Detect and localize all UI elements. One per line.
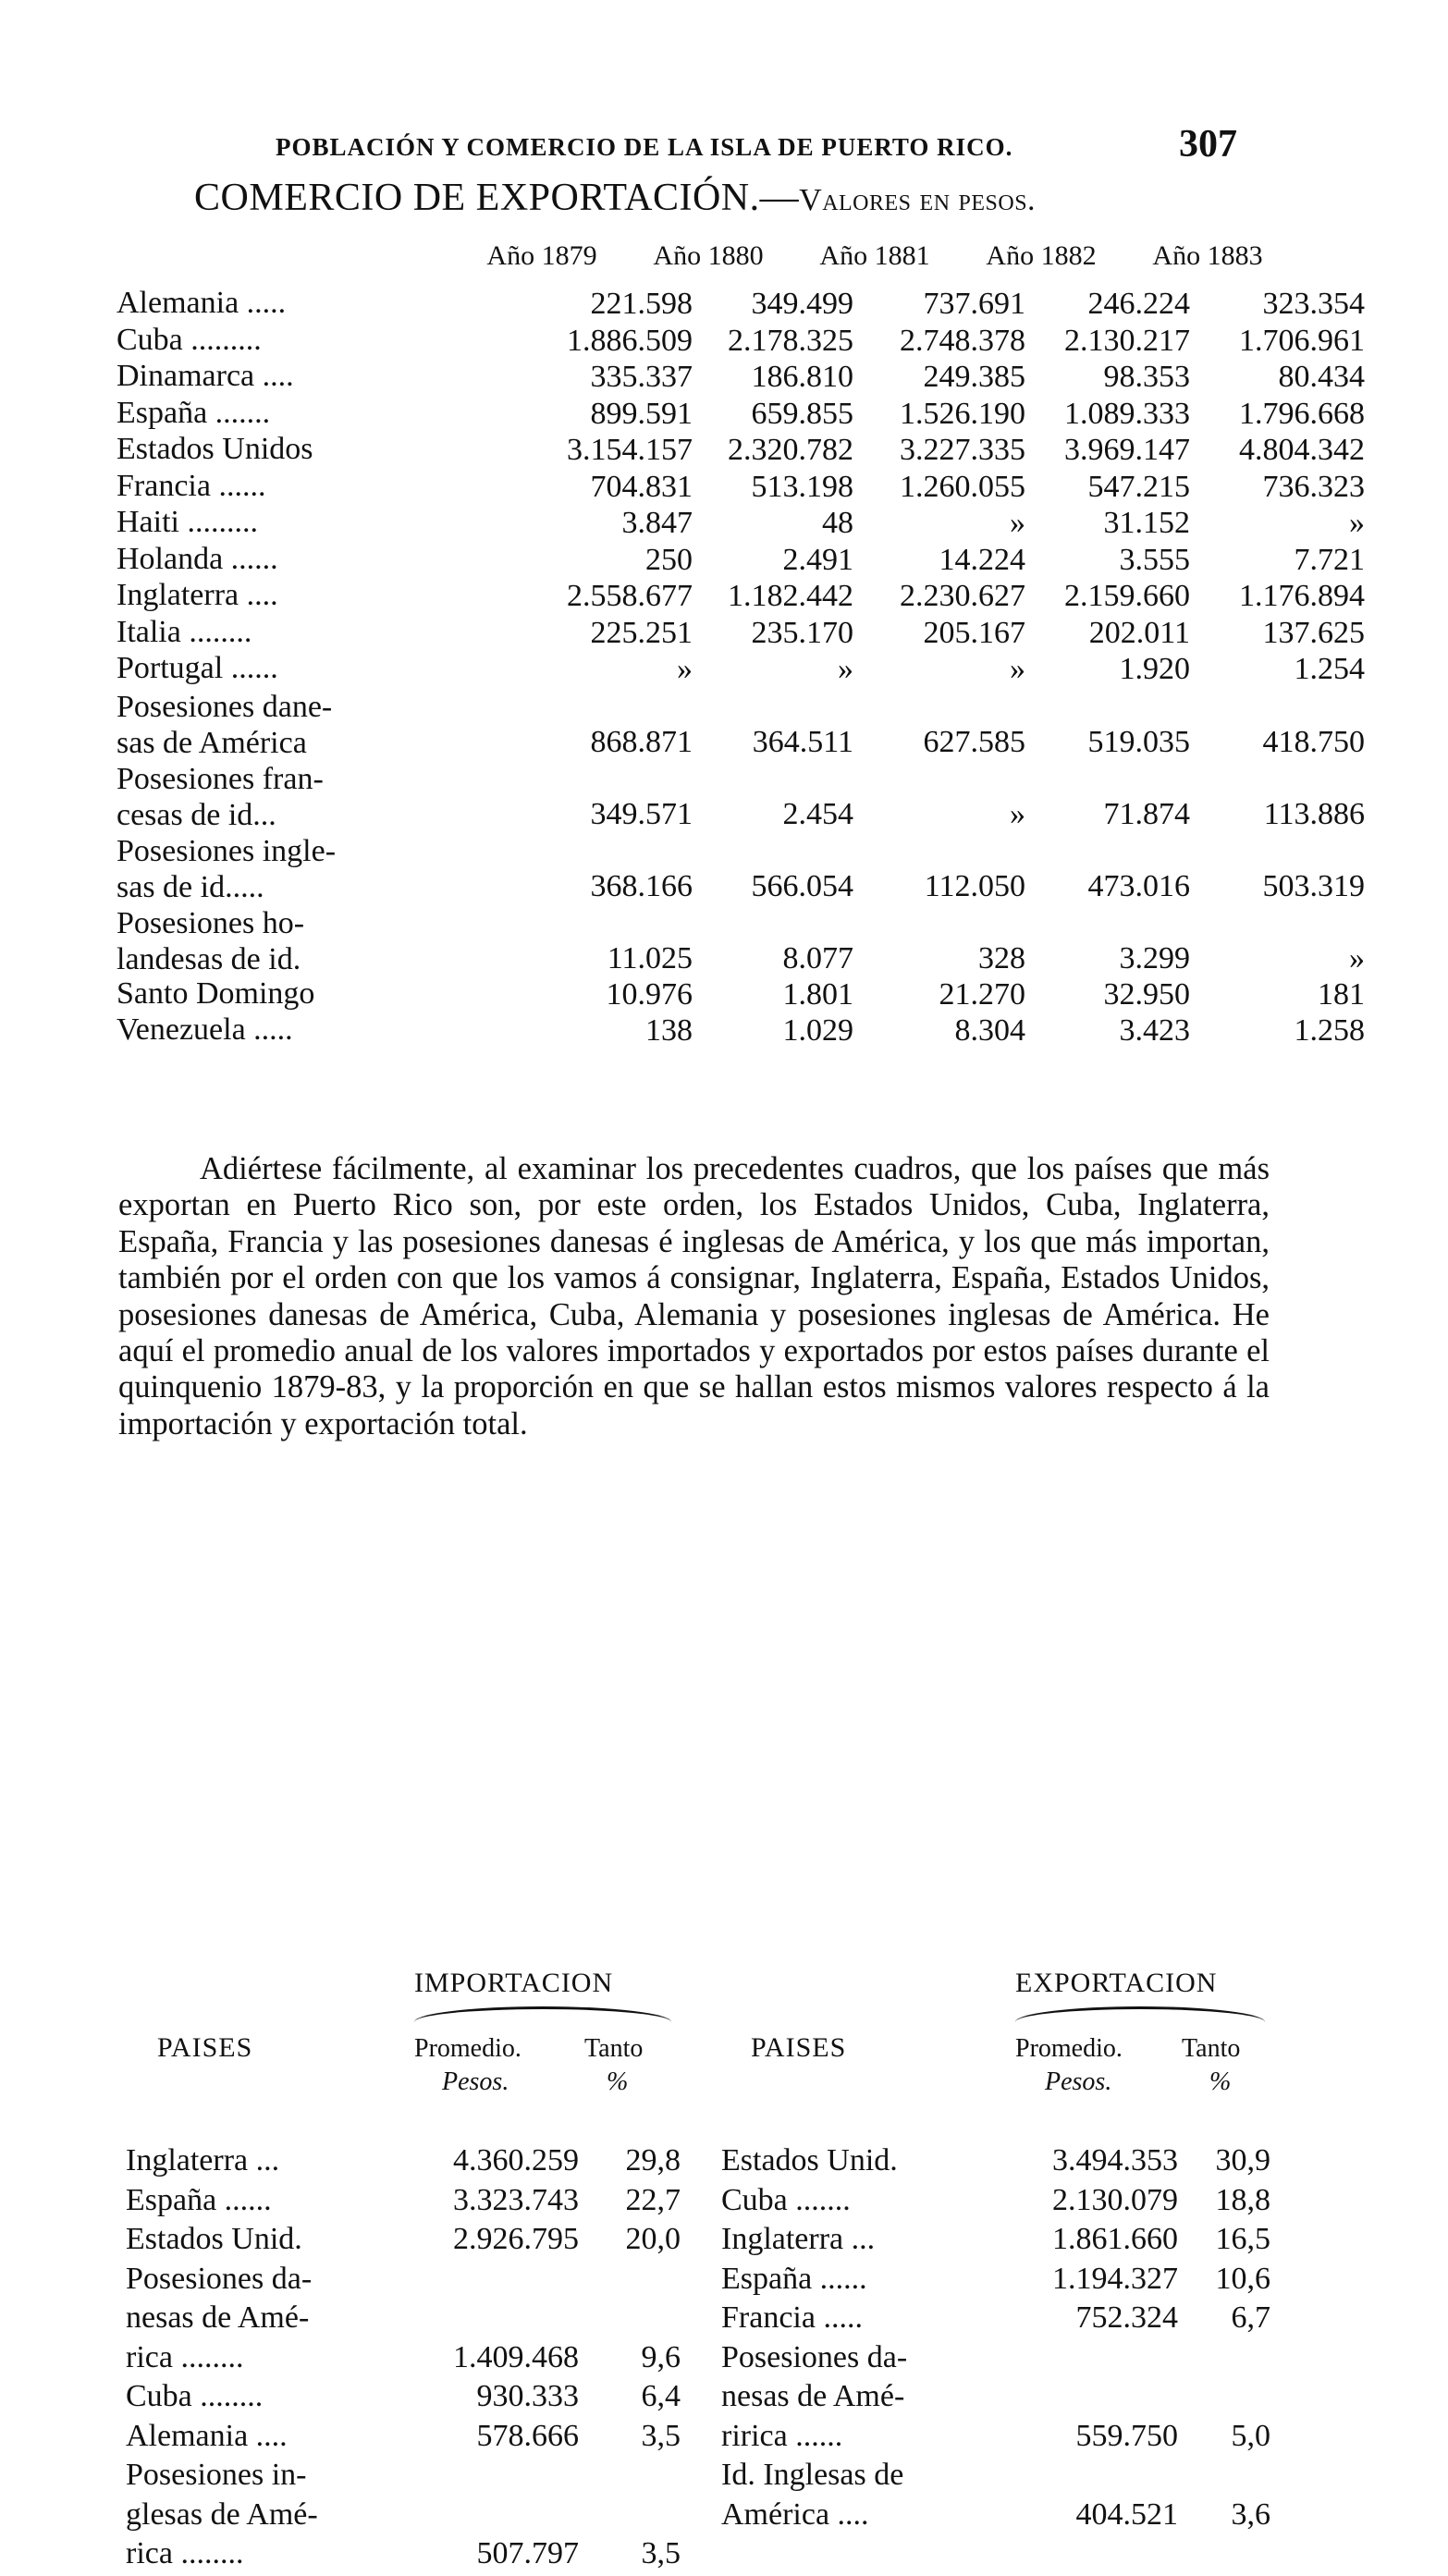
export-value-cell: » <box>677 652 693 686</box>
export-brace <box>1015 2006 1265 2022</box>
export-value-cell: 2.130.217 <box>1064 323 1190 358</box>
export-value-cell: 1.796.668 <box>1239 396 1365 431</box>
export-value-cell: 137.625 <box>1262 615 1365 650</box>
import-group-heading: IMPORTACION <box>414 1968 614 1998</box>
export-value-cell: 503.319 <box>1262 868 1365 903</box>
average-row-line <box>126 2262 681 2301</box>
export-value-cell: 3.154.157 <box>567 433 693 467</box>
export-value-cell: » <box>1010 506 1025 540</box>
export-value-cell: 8.304 <box>954 1013 1025 1048</box>
average-pesos-value: 930.333 <box>476 2379 579 2413</box>
average-percent-value: 20,0 <box>625 2222 681 2256</box>
export-value-cell: 3.227.335 <box>900 433 1025 467</box>
export-value-cell: 113.886 <box>1263 796 1365 831</box>
average-row-line <box>721 2183 1270 2223</box>
export-value-cell: 21.270 <box>939 976 1025 1012</box>
country-name: Italia ........ <box>117 614 252 649</box>
export-value-cell: 138 <box>645 1013 693 1048</box>
export-value-cell: 71.874 <box>1103 796 1190 831</box>
country-name: Alemania ..... <box>117 286 287 320</box>
export-value-cell: 1.254 <box>1294 652 1365 686</box>
export-value-cell: 1.706.961 <box>1239 323 1365 358</box>
export-value-cell: 364.511 <box>752 724 853 759</box>
average-pesos-value: 507.797 <box>476 2536 579 2570</box>
export-value-cell: 1.886.509 <box>567 323 693 358</box>
export-value-cell: » <box>838 652 853 686</box>
export-value-cell: 328 <box>978 940 1025 975</box>
country-name: Francia ...... <box>117 468 266 503</box>
average-country-name: Posesiones da- <box>126 2261 313 2296</box>
country-name-line: sas de América <box>117 725 307 760</box>
export-value-cell: 349.499 <box>751 287 853 321</box>
export-value-cell: 323.354 <box>1262 287 1365 321</box>
average-row-line <box>721 2143 1270 2183</box>
export-value-cell: 3.423 <box>1119 1013 1190 1048</box>
import-averages-list <box>126 2143 681 2576</box>
export-value-cell: 2.178.325 <box>728 323 853 358</box>
export-table-row <box>117 614 1365 653</box>
country-name: Portugal ...... <box>117 651 278 685</box>
export-value-cell: » <box>1010 796 1025 831</box>
export-value-cell: 2.558.677 <box>567 579 693 613</box>
average-percent-value: 5,0 <box>1231 2418 1270 2453</box>
export-table-row <box>117 286 1365 324</box>
import-countries-heading: PAISES <box>157 2032 253 2063</box>
export-table-header <box>117 240 1272 287</box>
export-value-cell: 418.750 <box>1262 724 1365 759</box>
export-value-cell: 473.016 <box>1087 868 1190 903</box>
country-name <box>117 761 412 833</box>
average-country-name: ririca ...... <box>721 2418 843 2453</box>
average-percent-value: 3,5 <box>641 2536 681 2570</box>
export-value-cell: 899.591 <box>590 396 693 431</box>
export-value-cell: 186.810 <box>751 360 853 394</box>
average-country-name: Francia ..... <box>721 2300 863 2335</box>
average-country-name: España ...... <box>126 2182 272 2217</box>
import-promedio-heading: Promedio. <box>414 2034 522 2063</box>
export-table-row <box>117 541 1365 580</box>
country-name: Holanda ...... <box>117 541 278 576</box>
average-row-line <box>126 2458 681 2497</box>
average-pesos-value: 3.494.353 <box>1052 2143 1178 2177</box>
column-header: Año 1880 <box>653 240 764 271</box>
export-percent-unit: % <box>1209 2067 1232 2096</box>
export-value-cell: 737.691 <box>923 287 1025 321</box>
average-row-line <box>721 2300 1270 2340</box>
export-group-heading: EXPORTACION <box>1015 1968 1218 1998</box>
export-table-row <box>117 905 1365 977</box>
average-country-name: América .... <box>721 2496 869 2532</box>
average-pesos-value: 2.926.795 <box>453 2222 579 2256</box>
export-value-cell: 8.077 <box>782 940 853 975</box>
export-value-cell: 112.050 <box>924 868 1025 903</box>
column-header: Año 1882 <box>986 240 1097 271</box>
export-promedio-heading: Promedio. <box>1015 2034 1123 2063</box>
export-table-row <box>117 578 1365 616</box>
average-row-line <box>126 2300 681 2340</box>
import-tanto-heading: Tanto <box>584 2034 644 2063</box>
export-value-cell: 704.831 <box>590 469 693 504</box>
export-value-cell: 235.170 <box>751 615 853 650</box>
average-percent-value: 3,5 <box>641 2418 681 2453</box>
average-percent-value: 22,7 <box>625 2182 681 2217</box>
import-pesos-unit: Pesos. <box>442 2067 509 2096</box>
export-table-row <box>117 505 1365 543</box>
average-percent-value: 30,9 <box>1215 2143 1270 2177</box>
average-row-line <box>721 2497 1270 2537</box>
average-country-name: España ...... <box>721 2261 867 2296</box>
average-pesos-value: 2.130.079 <box>1052 2182 1178 2217</box>
average-pesos-value: 3.323.743 <box>453 2182 579 2217</box>
export-value-cell: 1.029 <box>782 1013 853 1048</box>
export-value-cell: 221.598 <box>590 287 693 321</box>
export-value-cell: 32.950 <box>1103 976 1190 1012</box>
export-value-cell: 3.847 <box>621 506 693 540</box>
country-name: Estados Unidos <box>117 432 313 466</box>
export-value-cell: 7.721 <box>1294 542 1365 577</box>
export-table-row <box>117 833 1365 905</box>
export-table-row <box>117 1012 1365 1050</box>
average-percent-value: 6,7 <box>1231 2300 1270 2335</box>
average-country-name: Id. Inglesas de <box>721 2458 904 2492</box>
export-table-row <box>117 322 1365 361</box>
export-table-row <box>117 395 1365 434</box>
column-header: Año 1883 <box>1152 240 1263 271</box>
commentary-paragraph: Adiértese fácilmente, al examinar los precedentes cuadros, que los países que más exportan en Puerto Rico son, por este orden, los Estados Unidos, Cuba, Inglaterra, España, Francia y las posesiones danesas é inglesas de América, y los que más importan, también por el orden con que los vamos á consignar, Inglaterra, España, Estados Unidos, posesiones danesas de América, Cuba, Alemania y posesiones inglesas de América. He aquí el promedio anual de los valores importados y exportados por estos países durante el quinquenio 1879-83, y la proporción en que se hallan estos mismos valores respecto á la importación y exportación total. <box>118 1151 1270 1441</box>
export-table-row <box>117 432 1365 470</box>
export-value-cell: 1.920 <box>1119 652 1190 686</box>
export-value-cell: 659.855 <box>751 396 853 431</box>
average-row-line <box>126 2143 681 2183</box>
country-name-line: Posesiones ho- <box>117 905 305 940</box>
export-value-cell: 98.353 <box>1103 360 1190 394</box>
export-pesos-unit: Pesos. <box>1045 2067 1112 2096</box>
export-value-cell: 519.035 <box>1087 724 1190 759</box>
country-name: Santo Domingo <box>117 975 315 1011</box>
average-country-name: Estados Unid. <box>721 2143 898 2177</box>
average-row-line <box>721 2458 1270 2497</box>
export-value-cell: 349.571 <box>590 796 693 831</box>
export-value-cell: 11.025 <box>607 940 693 975</box>
average-percent-value: 29,8 <box>625 2143 681 2177</box>
country-name-line: Posesiones fran- <box>117 761 324 796</box>
section-title-main: COMERCIO DE EXPORTACIÓN.— <box>194 177 800 219</box>
export-value-cell: 1.176.894 <box>1239 579 1365 613</box>
export-value-cell: 2.320.782 <box>728 433 853 467</box>
country-name: Haiti ......... <box>117 505 258 539</box>
running-head <box>276 123 1237 166</box>
country-name-line: landesas de id. <box>117 941 301 976</box>
export-value-cell: 627.585 <box>923 724 1025 759</box>
export-value-cell: 2.454 <box>782 796 853 831</box>
average-percent-value: 6,4 <box>641 2379 681 2413</box>
export-value-cell: 1.089.333 <box>1064 396 1190 431</box>
average-row-line <box>721 2379 1270 2419</box>
average-country-name: rica ........ <box>126 2339 244 2374</box>
page-number: 307 <box>1179 123 1237 166</box>
average-pesos-value: 4.360.259 <box>453 2143 579 2177</box>
country-name <box>117 689 412 761</box>
export-table-row <box>117 651 1365 689</box>
average-pesos-value: 1.194.327 <box>1052 2261 1178 2296</box>
average-percent-value: 16,5 <box>1215 2222 1270 2256</box>
export-value-cell: » <box>1349 940 1365 975</box>
export-value-cell: 566.054 <box>751 868 853 903</box>
average-country-name: nesas de Amé- <box>721 2379 905 2413</box>
export-value-cell: 2.491 <box>782 542 853 577</box>
export-value-cell: 246.224 <box>1087 287 1190 321</box>
country-name-line: Posesiones dane- <box>117 689 333 724</box>
export-value-cell: » <box>1349 506 1365 540</box>
average-row-line <box>721 2419 1270 2459</box>
average-pesos-value: 752.324 <box>1075 2300 1178 2335</box>
export-table-row <box>117 975 1365 1014</box>
export-value-cell: 736.323 <box>1262 469 1365 504</box>
import-percent-unit: % <box>607 2067 629 2096</box>
export-value-cell: » <box>1010 652 1025 686</box>
country-name <box>117 833 412 905</box>
export-value-cell: 1.182.442 <box>728 579 853 613</box>
export-value-cell: 1.260.055 <box>900 469 1025 504</box>
average-country-name: Cuba ....... <box>721 2182 851 2217</box>
export-value-cell: 202.011 <box>1088 615 1190 650</box>
export-value-cell: 3.555 <box>1119 542 1190 577</box>
country-name <box>117 905 412 977</box>
section-title <box>194 176 1211 220</box>
country-name: Inglaterra .... <box>117 578 278 612</box>
export-value-cell: 3.969.147 <box>1064 433 1190 467</box>
export-value-cell: 547.215 <box>1087 469 1190 504</box>
average-pesos-value: 559.750 <box>1075 2418 1178 2453</box>
export-value-cell: 368.166 <box>590 868 693 903</box>
average-row-line <box>126 2379 681 2419</box>
average-pesos-value: 578.666 <box>476 2418 579 2453</box>
export-value-cell: 335.337 <box>590 360 693 394</box>
export-tanto-heading: Tanto <box>1182 2034 1241 2063</box>
export-value-cell: 1.526.190 <box>900 396 1025 431</box>
average-row-line <box>126 2497 681 2537</box>
average-country-name: rica ........ <box>126 2536 244 2570</box>
average-row-line <box>721 2222 1270 2262</box>
export-table-row <box>117 359 1365 397</box>
export-value-cell: 2.230.627 <box>900 579 1025 613</box>
export-countries-heading: PAISES <box>751 2032 847 2063</box>
average-pesos-value: 404.521 <box>1075 2496 1178 2532</box>
export-value-cell: 31.152 <box>1103 506 1190 540</box>
export-value-cell: 4.804.342 <box>1239 433 1365 467</box>
average-pesos-value: 1.861.660 <box>1052 2222 1178 2256</box>
export-table-row <box>117 468 1365 507</box>
average-percent-value: 3,6 <box>1231 2496 1270 2532</box>
country-name: España ....... <box>117 395 271 430</box>
export-value-cell: 2.159.660 <box>1064 579 1190 613</box>
average-row-line <box>126 2222 681 2262</box>
export-values-table <box>117 240 1365 1050</box>
export-value-cell: 225.251 <box>590 615 693 650</box>
export-value-cell: 181 <box>1318 976 1365 1012</box>
export-value-cell: 14.224 <box>939 542 1025 577</box>
average-row-line <box>721 2262 1270 2301</box>
country-name: Cuba ......... <box>117 322 262 357</box>
average-country-name: glesas de Amé- <box>126 2496 318 2532</box>
average-country-name: Posesiones da- <box>721 2339 908 2374</box>
export-averages-list <box>721 2143 1270 2536</box>
average-pesos-value: 1.409.468 <box>453 2339 579 2374</box>
country-name: Venezuela ..... <box>117 1012 293 1047</box>
average-percent-value: 9,6 <box>641 2339 681 2374</box>
average-row-line <box>126 2183 681 2223</box>
export-value-cell: 1.258 <box>1294 1013 1365 1048</box>
export-value-cell: 868.871 <box>590 724 693 759</box>
column-header: Año 1881 <box>819 240 930 271</box>
export-table-row <box>117 761 1365 833</box>
average-country-name: Inglaterra ... <box>721 2222 876 2256</box>
export-value-cell: 48 <box>822 506 853 540</box>
column-header: Año 1879 <box>486 240 597 271</box>
average-row-line <box>126 2536 681 2576</box>
average-country-name: Inglaterra ... <box>126 2143 280 2177</box>
export-value-cell: 250 <box>645 542 693 577</box>
average-country-name: Cuba ........ <box>126 2379 264 2413</box>
average-country-name: Estados Unid. <box>126 2222 302 2256</box>
section-title-sub: Valores en pesos. <box>799 183 1037 217</box>
export-value-cell: 249.385 <box>923 360 1025 394</box>
country-name-line: Posesiones ingle- <box>117 833 337 868</box>
country-name-line: sas de id..... <box>117 869 264 904</box>
running-title: POBLACIÓN Y COMERCIO DE LA ISLA DE PUERTO RICO. <box>276 133 1013 161</box>
export-value-cell: 205.167 <box>923 615 1025 650</box>
average-country-name: Alemania .... <box>126 2418 288 2453</box>
export-table-row <box>117 689 1365 761</box>
average-country-name: Posesiones in- <box>126 2458 307 2492</box>
export-value-cell: 1.801 <box>782 976 853 1012</box>
export-value-cell: 2.748.378 <box>900 323 1025 358</box>
export-value-cell: 10.976 <box>606 976 693 1012</box>
average-percent-value: 18,8 <box>1215 2182 1270 2217</box>
export-value-cell: 80.434 <box>1278 360 1365 394</box>
export-value-cell: 3.299 <box>1119 940 1190 975</box>
average-percent-value: 10,6 <box>1215 2261 1270 2296</box>
export-value-cell: 513.198 <box>751 469 853 504</box>
average-row-line <box>126 2419 681 2459</box>
country-name-line: cesas de id... <box>117 797 276 832</box>
import-brace <box>414 2006 671 2022</box>
average-country-name: nesas de Amé- <box>126 2300 310 2335</box>
country-name: Dinamarca .... <box>117 359 294 393</box>
